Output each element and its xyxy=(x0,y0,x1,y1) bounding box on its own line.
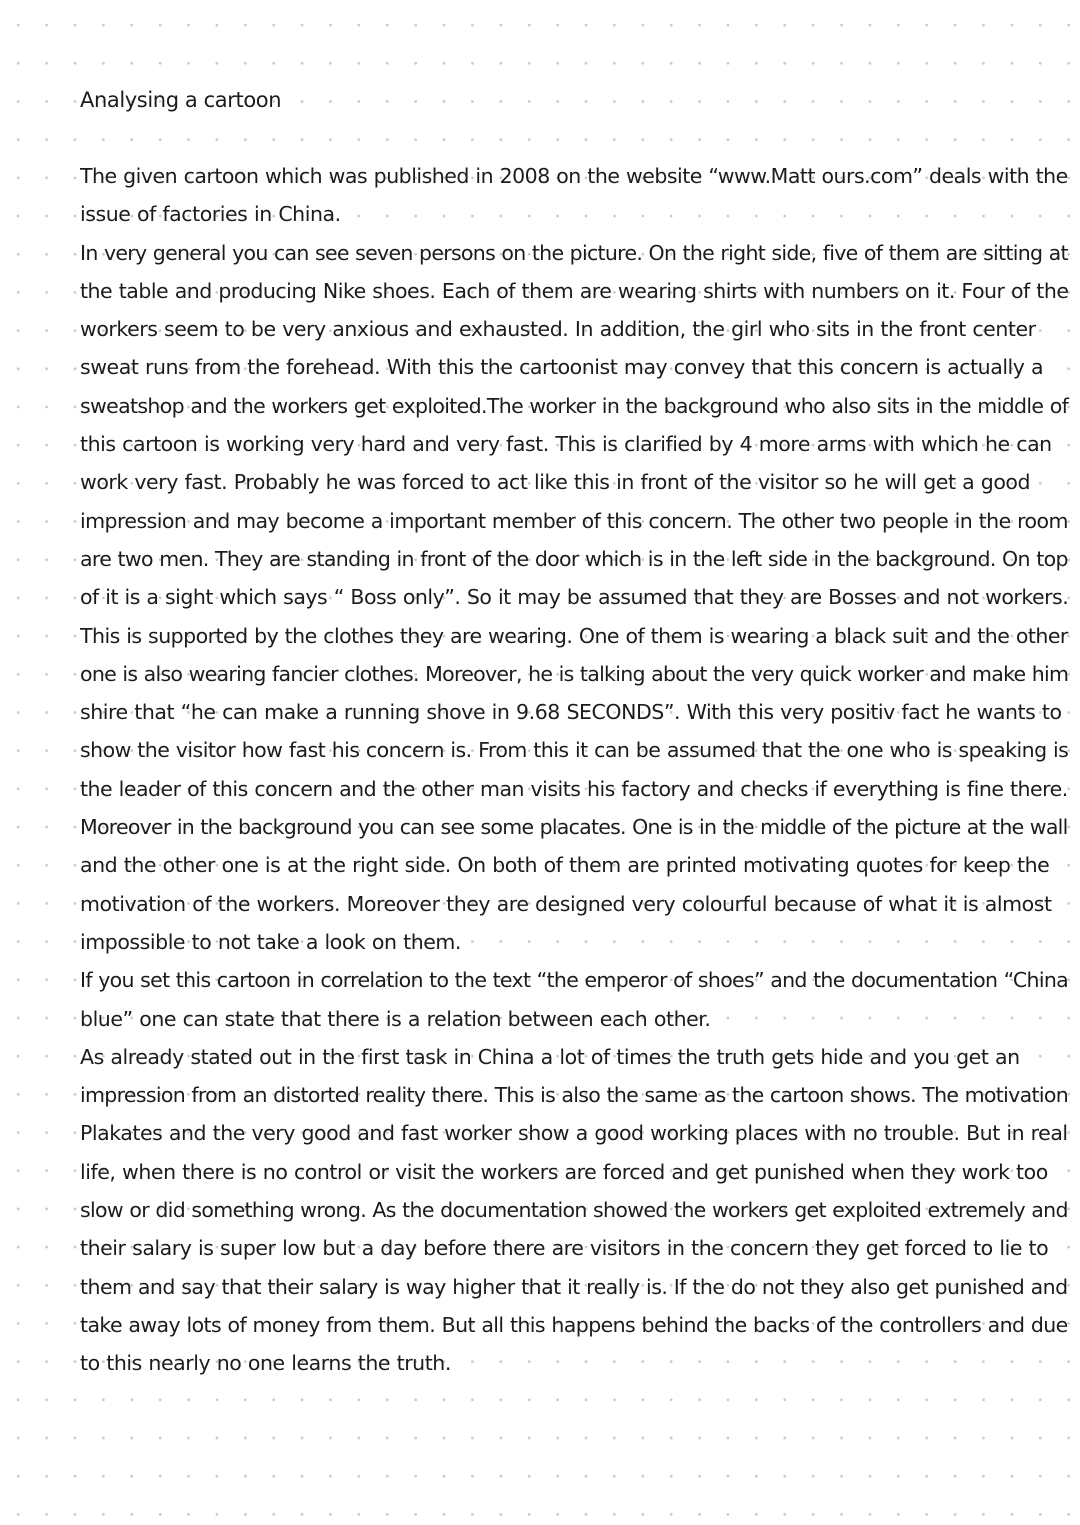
text-line: them and say that their salary is way higher that it really is. If the do not they also get punished and xyxy=(80,1274,1068,1299)
text-line: motivation of the workers. Moreover they are designed very colourful because of what it is almost xyxy=(80,891,1052,916)
text-line: the leader of this concern and the other man visits his factory and checks if everything is fine there. xyxy=(80,776,1068,801)
text-line: and the other one is at the right side. On both of them are printed motivating quotes for keep the xyxy=(80,853,1050,878)
text-line: show the visitor how fast his concern is. From this it can be assumed that the one who is speaking is xyxy=(80,738,1069,763)
text-line: life, when there is no control or visit the workers are forced and get punished when they work too xyxy=(80,1159,1048,1184)
text-line: sweat runs from the forehead. With this the cartoonist may convey that this concern is actually a xyxy=(80,355,1044,380)
text-line: the table and producing Nike shoes. Each of them are wearing shirts with numbers on it. Four of the xyxy=(80,278,1069,303)
text-line: blue” one can state that there is a relation between each other. xyxy=(80,1006,711,1031)
text-line: The given cartoon which was published in 2008 on the website “www.Matt ours.com” deals with the xyxy=(80,164,1068,188)
text-line: Plakates and the very good and fast worker show a good working places with no trouble. But in real xyxy=(80,1121,1068,1146)
text-line: take away lots of money from them. But all this happens behind the backs of the controllers and due xyxy=(80,1312,1068,1337)
text-line: work very fast. Probably he was forced to act like this in front of the visitor so he will get a good xyxy=(80,470,1031,495)
text-line: slow or did something wrong. As the documentation showed the workers get exploited extremely and xyxy=(80,1198,1068,1223)
text-line: Moreover in the background you can see some placates. One is in the middle of the picture at the wall xyxy=(80,815,1068,840)
text-line: shire that “he can make a running shove in 9.68 SECONDS”. With this very positiv fact he wants to xyxy=(80,700,1062,725)
text-line: impression and may become a important member of this concern. The other two people in the room xyxy=(80,508,1068,533)
text-line: impression from an distorted reality there. This is also the same as the cartoon shows. The motivation xyxy=(80,1083,1068,1108)
text-line: sweatshop and the workers get exploited.The worker in the background who also sits in the middle of xyxy=(80,393,1069,418)
text-line: to this nearly no one learns the truth. xyxy=(80,1351,451,1376)
text-line: workers seem to be very anxious and exhausted. In addition, the girl who sits in the front center xyxy=(80,317,1036,342)
text-line: In very general you can see seven persons on the picture. On the right side, five of them are sitting at xyxy=(80,240,1068,265)
text-line: As already stated out in the first task in China a lot of times the truth gets hide and you get an xyxy=(80,1044,1020,1069)
text-line: If you set this cartoon in correlation to the text “the emperor of shoes” and the documentation “China xyxy=(80,968,1069,993)
text-line: their salary is super low but a day before there are visitors in the concern they get forced to lie to xyxy=(80,1236,1049,1261)
text-line: one is also wearing fancier clothes. Moreover, he is talking about the very quick worker and make him xyxy=(80,661,1069,686)
text-line: This is supported by the clothes they are wearing. One of them is wearing a black suit and the other xyxy=(80,623,1068,648)
text-line: this cartoon is working very hard and very fast. This is clarified by 4 more arms with which he can xyxy=(80,432,1052,457)
text-line: are two men. They are standing in front of the door which is in the left side in the background. On top xyxy=(80,546,1068,571)
text-line: of it is a sight which says “ Boss only”. So it may be assumed that they are Bosses and not workers. xyxy=(80,585,1069,610)
text-line: issue of factories in China. xyxy=(80,202,341,227)
text-line: impossible to not take a look on them. xyxy=(80,929,461,954)
document-title: Analysing a cartoon xyxy=(80,88,282,112)
document-body xyxy=(80,157,1069,1383)
